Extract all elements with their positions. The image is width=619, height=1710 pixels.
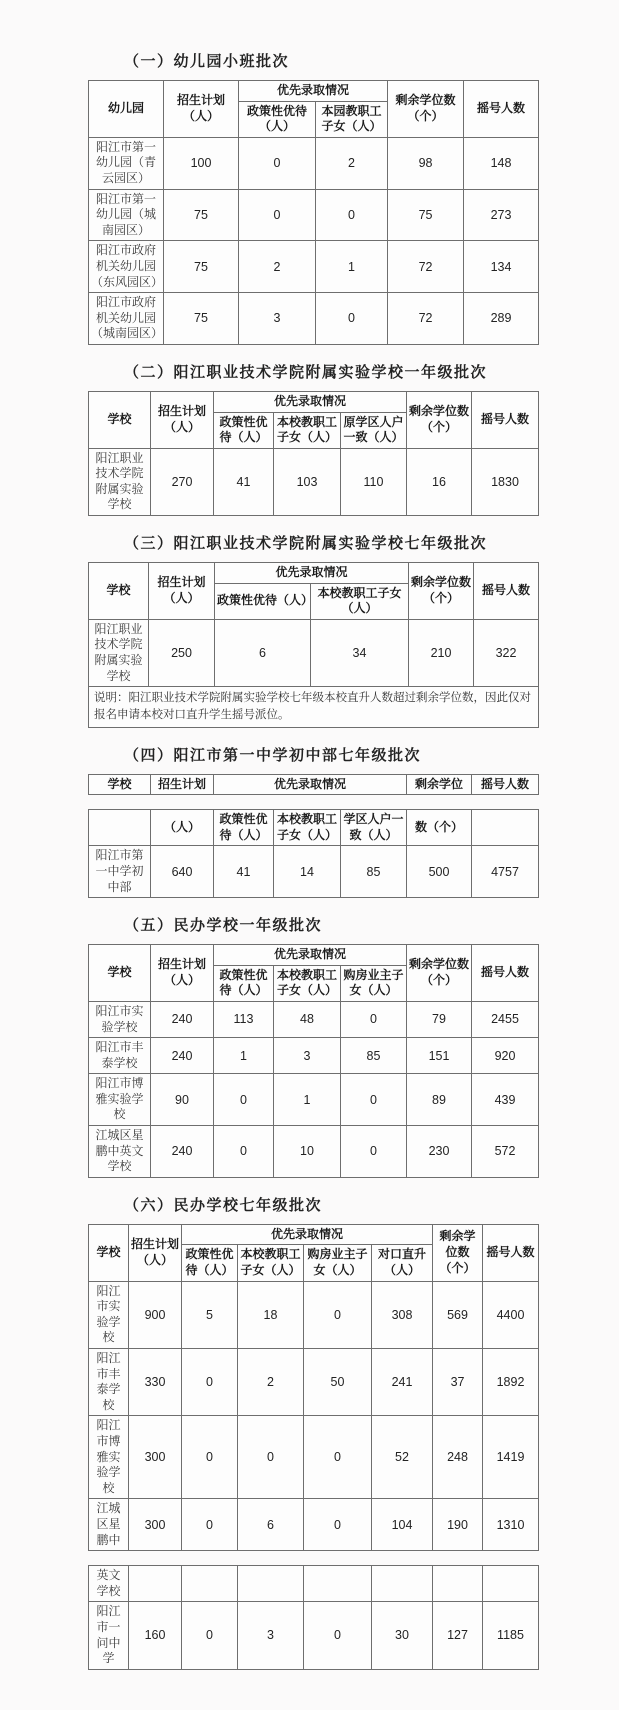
value-cell: 1 <box>316 241 388 293</box>
value-cell: 572 <box>472 1126 539 1178</box>
table-row <box>89 1566 539 1602</box>
table-row <box>89 448 539 515</box>
value-cell: 75 <box>164 189 239 241</box>
value-cell: 3 <box>274 1038 341 1074</box>
value-cell: 0 <box>304 1416 372 1499</box>
value-cell: 500 <box>407 846 472 898</box>
header-cell: 剩余学位数（个） <box>388 81 464 138</box>
header-cell: 本校教职工子女（人） <box>274 965 341 1001</box>
section-title: （三）阳江职业技术学院附属实验学校七年级批次 <box>124 534 488 553</box>
value-cell: 190 <box>433 1499 483 1551</box>
header-cell: 数（个） <box>407 810 472 846</box>
batch-table <box>88 809 539 898</box>
batch-section-5 <box>88 914 540 1178</box>
school-name-cell: 阳江市博雅实验学校 <box>89 1074 151 1126</box>
school-name-cell: 阳江市丰泰学校 <box>89 1038 151 1074</box>
header-cell: （人） <box>151 810 214 846</box>
header-cell: 摇号人数 <box>472 945 539 1002</box>
value-cell: 439 <box>472 1074 539 1126</box>
value-cell <box>238 1566 304 1602</box>
header-row <box>89 563 539 584</box>
header-cell: 剩余学位数（个） <box>433 1224 483 1281</box>
school-name-cell: 江城区星鹏中英文学校 <box>89 1126 151 1178</box>
table-row <box>89 846 539 898</box>
page-break-gap <box>88 1551 540 1565</box>
table-row <box>89 1416 539 1499</box>
value-cell: 640 <box>151 846 214 898</box>
value-cell: 3 <box>238 1602 304 1669</box>
value-cell: 10 <box>274 1126 341 1178</box>
value-cell: 0 <box>304 1281 372 1348</box>
value-cell: 1310 <box>483 1499 539 1551</box>
header-cell: 本校教职工子女（人） <box>274 412 341 448</box>
value-cell: 0 <box>182 1416 238 1499</box>
value-cell: 41 <box>214 448 274 515</box>
section-tables <box>88 391 540 516</box>
value-cell: 241 <box>372 1349 433 1416</box>
header-row <box>89 810 539 846</box>
school-name-cell: 英文学校 <box>89 1566 129 1602</box>
school-name-cell: 阳江职业技术学院附属实验学校 <box>89 619 149 686</box>
batch-section-4 <box>88 744 540 899</box>
table-row <box>89 1349 539 1416</box>
batch-table <box>88 774 539 796</box>
value-cell: 110 <box>341 448 407 515</box>
batch-section-2 <box>88 361 540 516</box>
value-cell: 0 <box>239 137 316 189</box>
value-cell: 569 <box>433 1281 483 1348</box>
value-cell: 5 <box>182 1281 238 1348</box>
value-cell: 0 <box>316 293 388 345</box>
value-cell: 34 <box>311 619 409 686</box>
school-name-cell: 阳江市第一中学初中部 <box>89 846 151 898</box>
value-cell: 270 <box>151 448 214 515</box>
value-cell: 85 <box>341 846 407 898</box>
value-cell: 240 <box>151 1001 214 1037</box>
value-cell: 240 <box>151 1126 214 1178</box>
header-cell: 学校 <box>89 774 151 795</box>
section-tables <box>88 774 540 899</box>
value-cell <box>304 1566 372 1602</box>
header-cell: 摇号人数 <box>472 391 539 448</box>
header-cell: 本校教职工子女（人） <box>311 583 409 619</box>
school-name-cell: 江城区星鹏中 <box>89 1499 129 1551</box>
value-cell: 308 <box>372 1281 433 1348</box>
header-cell: 招生计划 <box>151 774 214 795</box>
header-cell: 政策性优待（人） <box>214 412 274 448</box>
school-name-cell: 阳江市实验学校 <box>89 1281 129 1348</box>
batch-section-1 <box>88 50 540 345</box>
note-row <box>89 687 539 727</box>
header-cell: 摇号人数 <box>464 81 539 138</box>
header-cell: 政策性优待（人） <box>214 810 274 846</box>
header-cell: 购房业主子女（人） <box>304 1245 372 1281</box>
value-cell: 1185 <box>483 1602 539 1669</box>
value-cell: 75 <box>164 293 239 345</box>
value-cell: 1419 <box>483 1416 539 1499</box>
batch-table <box>88 944 539 1178</box>
value-cell: 151 <box>407 1038 472 1074</box>
value-cell: 98 <box>388 137 464 189</box>
value-cell <box>182 1566 238 1602</box>
header-cell: 招生计划（人） <box>149 563 215 620</box>
value-cell: 0 <box>182 1602 238 1669</box>
section-tables <box>88 80 540 345</box>
value-cell: 79 <box>407 1001 472 1037</box>
section-title: （二）阳江职业技术学院附属实验学校一年级批次 <box>124 362 488 381</box>
table-row <box>89 293 539 345</box>
school-name-cell: 阳江市政府机关幼儿园（东风园区） <box>89 241 164 293</box>
section-tables <box>88 944 540 1178</box>
batch-section-3 <box>88 532 540 728</box>
value-cell: 1 <box>274 1074 341 1126</box>
value-cell: 2 <box>238 1349 304 1416</box>
school-name-cell: 阳江市实验学校 <box>89 1001 151 1037</box>
value-cell: 148 <box>464 137 539 189</box>
header-cell: 本园教职工子女（人） <box>316 101 388 137</box>
school-name-cell: 阳江市政府机关幼儿园（城南园区） <box>89 293 164 345</box>
header-row <box>89 774 539 795</box>
table-row <box>89 189 539 241</box>
value-cell: 273 <box>464 189 539 241</box>
batch-table <box>88 391 539 516</box>
value-cell: 75 <box>164 241 239 293</box>
header-cell: 剩余学位数（个） <box>407 391 472 448</box>
value-cell: 300 <box>129 1416 182 1499</box>
header-cell <box>472 810 539 846</box>
school-name-cell: 阳江市一问中学 <box>89 1602 129 1669</box>
header-cell <box>89 810 151 846</box>
value-cell: 52 <box>372 1416 433 1499</box>
header-cell: 剩余学位 <box>407 774 472 795</box>
value-cell: 322 <box>474 619 539 686</box>
table-row <box>89 137 539 189</box>
header-cell: 优先录取情况 <box>214 945 407 966</box>
table-row <box>89 1074 539 1126</box>
value-cell: 0 <box>214 1074 274 1126</box>
value-cell: 210 <box>409 619 474 686</box>
table-row <box>89 1281 539 1348</box>
header-cell: 幼儿园 <box>89 81 164 138</box>
header-cell: 优先录取情况 <box>239 81 388 102</box>
header-row <box>89 391 539 412</box>
value-cell: 0 <box>238 1416 304 1499</box>
value-cell: 48 <box>274 1001 341 1037</box>
header-cell: 学区人户一致（人） <box>341 810 407 846</box>
batch-table <box>88 562 539 728</box>
header-cell: 政策性优待（人） <box>182 1245 238 1281</box>
header-row <box>89 1224 539 1245</box>
table-note: 说明：阳江职业技术学院附属实验学校七年级本校直升人数超过剩余学位数，因此仅对报名申请本校对口直升学生摇号派位。 <box>89 687 539 727</box>
value-cell: 72 <box>388 241 464 293</box>
value-cell: 0 <box>341 1001 407 1037</box>
header-cell: 招生计划（人） <box>129 1224 182 1281</box>
header-cell: 学校 <box>89 1224 129 1281</box>
header-cell: 招生计划（人） <box>164 81 239 138</box>
value-cell: 4400 <box>483 1281 539 1348</box>
value-cell: 16 <box>407 448 472 515</box>
value-cell: 134 <box>464 241 539 293</box>
header-cell: 摇号人数 <box>472 774 539 795</box>
value-cell <box>372 1566 433 1602</box>
value-cell <box>483 1566 539 1602</box>
header-cell: 摇号人数 <box>483 1224 539 1281</box>
value-cell: 4757 <box>472 846 539 898</box>
header-cell: 学校 <box>89 945 151 1002</box>
value-cell: 0 <box>304 1602 372 1669</box>
batch-table <box>88 80 539 345</box>
value-cell: 50 <box>304 1349 372 1416</box>
table-row <box>89 1602 539 1669</box>
table-row <box>89 241 539 293</box>
value-cell: 113 <box>214 1001 274 1037</box>
value-cell: 72 <box>388 293 464 345</box>
header-cell: 本校教职工子女（人） <box>238 1245 304 1281</box>
value-cell: 330 <box>129 1349 182 1416</box>
value-cell: 0 <box>182 1349 238 1416</box>
value-cell: 18 <box>238 1281 304 1348</box>
page-break-gap <box>88 795 540 809</box>
header-cell: 优先录取情况 <box>214 391 407 412</box>
school-name-cell: 阳江市丰泰学校 <box>89 1349 129 1416</box>
header-cell: 政策性优待（人） <box>239 101 316 137</box>
value-cell: 89 <box>407 1074 472 1126</box>
header-cell: 优先录取情况 <box>214 774 407 795</box>
value-cell: 30 <box>372 1602 433 1669</box>
value-cell: 37 <box>433 1349 483 1416</box>
school-name-cell: 阳江市博雅实验学校 <box>89 1416 129 1499</box>
value-cell: 85 <box>341 1038 407 1074</box>
value-cell: 240 <box>151 1038 214 1074</box>
value-cell: 1830 <box>472 448 539 515</box>
header-cell: 剩余学位数（个） <box>407 945 472 1002</box>
table-row <box>89 1038 539 1074</box>
value-cell: 100 <box>164 137 239 189</box>
value-cell: 6 <box>238 1499 304 1551</box>
table-row <box>89 1499 539 1551</box>
value-cell: 0 <box>214 1126 274 1178</box>
header-cell: 优先录取情况 <box>182 1224 433 1245</box>
section-title: （四）阳江市第一中学初中部七年级批次 <box>124 745 422 764</box>
section-title: （五）民办学校一年级批次 <box>124 916 323 935</box>
table-row <box>89 619 539 686</box>
value-cell: 90 <box>151 1074 214 1126</box>
table-row <box>89 1126 539 1178</box>
value-cell: 3 <box>239 293 316 345</box>
header-cell: 购房业主子女（人） <box>341 965 407 1001</box>
value-cell: 6 <box>215 619 311 686</box>
value-cell: 75 <box>388 189 464 241</box>
value-cell: 0 <box>341 1126 407 1178</box>
value-cell: 289 <box>464 293 539 345</box>
header-cell: 摇号人数 <box>474 563 539 620</box>
header-cell: 政策性优待（人） <box>215 583 311 619</box>
header-row <box>89 81 539 102</box>
value-cell: 1 <box>214 1038 274 1074</box>
header-cell: 招生计划（人） <box>151 391 214 448</box>
value-cell: 2455 <box>472 1001 539 1037</box>
section-title: （一）幼儿园小班批次 <box>124 52 290 70</box>
value-cell: 0 <box>182 1499 238 1551</box>
batch-section-6 <box>88 1194 540 1670</box>
section-title: （六）民办学校七年级批次 <box>124 1195 323 1214</box>
value-cell <box>129 1566 182 1602</box>
value-cell: 14 <box>274 846 341 898</box>
school-name-cell: 阳江市第一幼儿园（青云园区） <box>89 137 164 189</box>
header-cell: 原学区人户一致（人） <box>341 412 407 448</box>
value-cell: 160 <box>129 1602 182 1669</box>
value-cell: 0 <box>341 1074 407 1126</box>
value-cell: 2 <box>316 137 388 189</box>
school-name-cell: 阳江市第一幼儿园（城南园区） <box>89 189 164 241</box>
value-cell: 41 <box>214 846 274 898</box>
section-tables <box>88 562 540 728</box>
header-cell: 优先录取情况 <box>215 563 409 584</box>
header-row <box>89 945 539 966</box>
value-cell: 104 <box>372 1499 433 1551</box>
value-cell: 300 <box>129 1499 182 1551</box>
batch-table <box>88 1565 539 1670</box>
value-cell: 900 <box>129 1281 182 1348</box>
value-cell: 250 <box>149 619 215 686</box>
value-cell: 0 <box>304 1499 372 1551</box>
value-cell: 103 <box>274 448 341 515</box>
value-cell: 127 <box>433 1602 483 1669</box>
header-cell: 学校 <box>89 563 149 620</box>
value-cell: 920 <box>472 1038 539 1074</box>
header-cell: 剩余学位数（个） <box>409 563 474 620</box>
value-cell: 1892 <box>483 1349 539 1416</box>
value-cell: 248 <box>433 1416 483 1499</box>
header-cell: 学校 <box>89 391 151 448</box>
batch-table <box>88 1224 539 1551</box>
value-cell <box>433 1566 483 1602</box>
school-name-cell: 阳江职业技术学院附属实验学校 <box>89 448 151 515</box>
value-cell: 0 <box>239 189 316 241</box>
value-cell: 2 <box>239 241 316 293</box>
value-cell: 230 <box>407 1126 472 1178</box>
header-cell: 政策性优待（人） <box>214 965 274 1001</box>
header-cell: 本校教职工子女（人） <box>274 810 341 846</box>
header-cell: 对口直升（人） <box>372 1245 433 1281</box>
section-tables <box>88 1224 540 1670</box>
header-cell: 招生计划（人） <box>151 945 214 1002</box>
value-cell: 0 <box>316 189 388 241</box>
table-row <box>89 1001 539 1037</box>
